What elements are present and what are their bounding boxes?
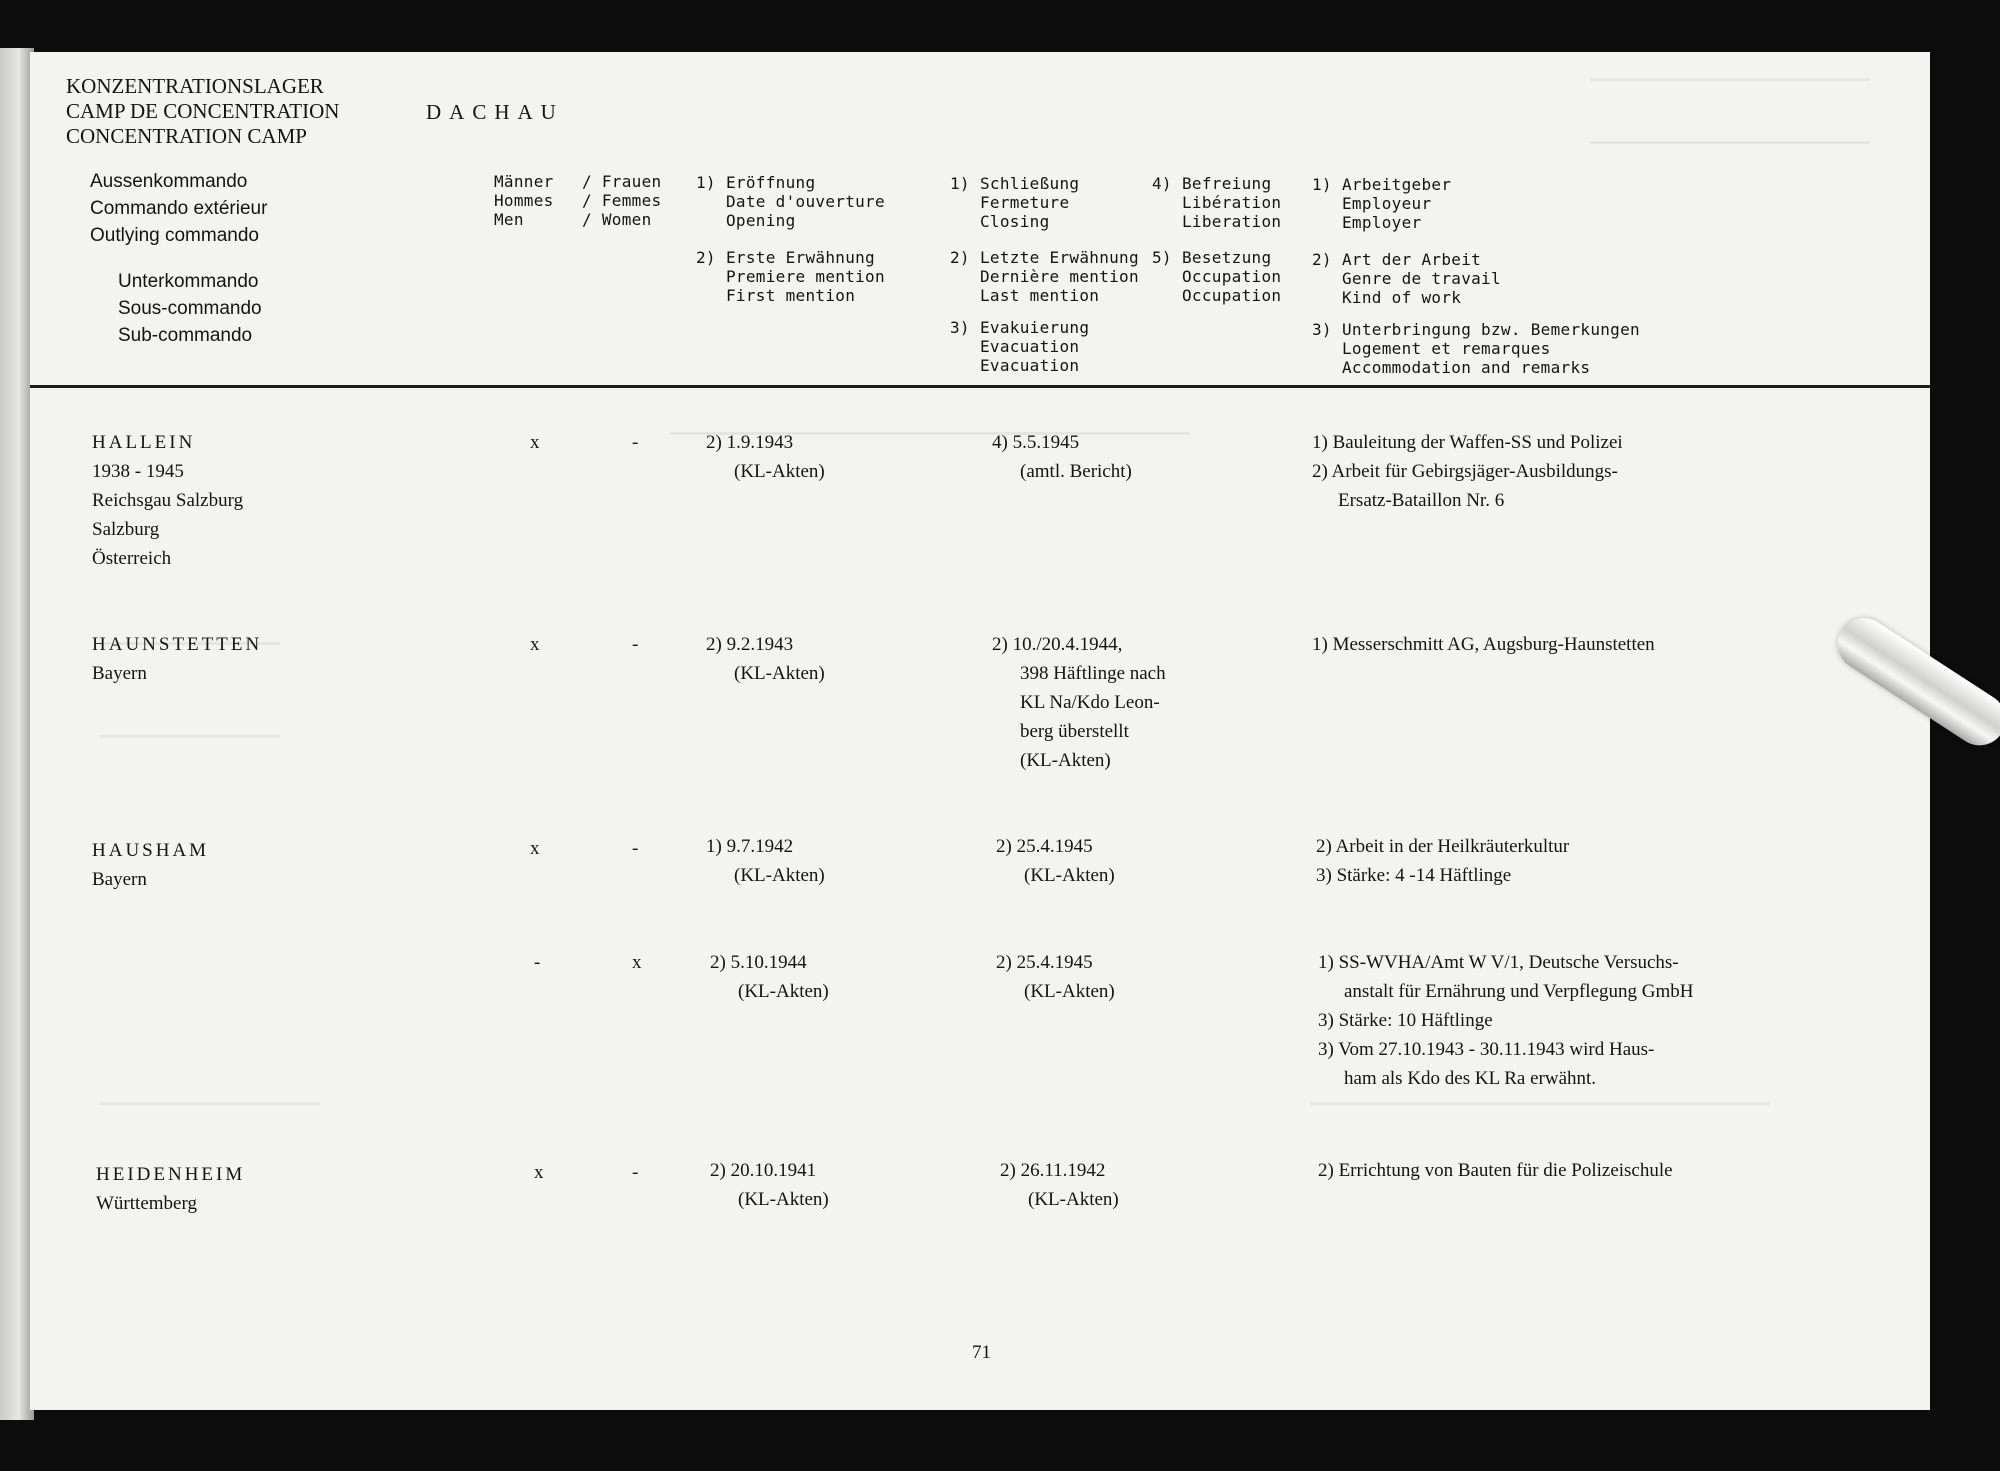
women-mark: - bbox=[632, 838, 639, 859]
women-mark: - bbox=[632, 1162, 639, 1183]
entry-closing: 2) 26.11.1942 (KL-Akten) bbox=[1000, 1160, 1119, 1210]
entry-remarks: 1) Bauleitung der Waffen-SS und Polizei 2) Arbeit für Gebirgsjäger-Ausbildungs- Ersatz-Bataillon Nr. 6 bbox=[1312, 432, 1623, 511]
camp-title-en: CONCENTRATION CAMP bbox=[66, 124, 307, 148]
place-detail: Württemberg bbox=[96, 1193, 197, 1214]
show-through-texture bbox=[1310, 1102, 1770, 1145]
entry-opening: 2) 5.10.1944 (KL-Akten) bbox=[710, 952, 829, 1002]
entry-closing: 2) 25.4.1945 (KL-Akten) bbox=[996, 836, 1115, 886]
entry-opening: 1) 9.7.1942 (KL-Akten) bbox=[706, 836, 825, 886]
header-accommodation: 3) Unterbringung bzw. Bemerkungen Logement et remarques Accommodation and remarks bbox=[1312, 320, 1640, 377]
entry-opening: 2) 20.10.1941 (KL-Akten) bbox=[710, 1160, 829, 1210]
entry-opening: 2) 1.9.1943 (KL-Akten) bbox=[706, 432, 825, 482]
header-occupation: 5) Besetzung Occupation Occupation bbox=[1152, 248, 1282, 305]
women-mark: - bbox=[632, 432, 639, 453]
category-label: Sous-commando bbox=[118, 298, 262, 319]
place-name: HEIDENHEIM bbox=[96, 1164, 246, 1185]
category-label: Outlying commando bbox=[90, 225, 259, 246]
entry-remarks: 2) Arbeit in der Heilkräuterkultur 3) Stärke: 4 -14 Häftlinge bbox=[1316, 836, 1570, 886]
entry-remarks: 2) Errichtung von Bauten für die Polizeischule bbox=[1318, 1160, 1673, 1181]
header-last-mention: 2) Letzte Erwähnung Dernière mention Last mention bbox=[950, 248, 1139, 305]
category-label: Sub-commando bbox=[118, 325, 253, 346]
entry-closing: 2) 25.4.1945 (KL-Akten) bbox=[996, 952, 1115, 1002]
header-divider bbox=[30, 385, 1930, 388]
place-detail: Reichsgau Salzburg bbox=[92, 490, 244, 511]
women-mark: x bbox=[632, 952, 642, 973]
camp-title-fr: CAMP DE CONCENTRATION bbox=[66, 99, 340, 123]
category-label: Unterkommando bbox=[118, 271, 259, 292]
entry-remarks: 1) SS-WVHA/Amt W V/1, Deutsche Versuchs- anstalt für Ernährung und Verpflegung GmbH 3) Stärke: 10 Häftlinge 3) Vom 27.10.1943 - 30.11.1943 wird Haus- ham als Kdo des KL Ra erwähnt. bbox=[1318, 952, 1694, 1089]
category-label: Aussenkommando bbox=[90, 171, 248, 192]
header-first-mention: 2) Erste Erwähnung Premiere mention First mention bbox=[696, 248, 885, 305]
entry-hausham-place bbox=[92, 836, 209, 894]
place-detail: Bayern bbox=[92, 869, 147, 890]
place-detail: Österreich bbox=[92, 548, 172, 569]
sub-commando-labels bbox=[118, 268, 262, 349]
header-evacuation: 3) Evakuierung Evacuation Evacuation bbox=[950, 318, 1090, 375]
men-mark: x bbox=[530, 838, 540, 859]
place-detail: Salzburg bbox=[92, 519, 160, 540]
entry-hallein-place bbox=[92, 428, 243, 573]
camp-titles bbox=[66, 74, 339, 149]
men-mark: x bbox=[534, 1162, 544, 1183]
header-liberation: 4) Befreiung Libération Liberation bbox=[1152, 174, 1282, 231]
header-gender-women: / Frauen / Femmes / Women bbox=[582, 172, 662, 229]
page-number: 71 bbox=[972, 1342, 991, 1363]
men-mark: - bbox=[534, 952, 541, 973]
header-kind-of-work: 2) Art der Arbeit Genre de travail Kind of work bbox=[1312, 250, 1501, 307]
entry-closing: 2) 10./20.4.1944, 398 Häftlinge nach KL Na/Kdo Leon- berg überstellt (KL-Akten) bbox=[992, 634, 1166, 771]
place-detail: 1938 - 1945 bbox=[92, 461, 184, 482]
header-gender-men: Männer Hommes Men bbox=[494, 172, 554, 229]
men-mark: x bbox=[530, 432, 540, 453]
women-mark: - bbox=[632, 634, 639, 655]
outlying-commando-labels bbox=[90, 168, 267, 249]
entry-heidenheim-place bbox=[96, 1160, 245, 1218]
category-label: Commando extérieur bbox=[90, 198, 268, 219]
book-spine bbox=[0, 48, 34, 1420]
place-name: HAUSHAM bbox=[92, 840, 210, 861]
men-mark: x bbox=[530, 634, 540, 655]
entry-remarks: 1) Messerschmitt AG, Augsburg-Haunstetten bbox=[1312, 634, 1655, 655]
entry-opening: 2) 9.2.1943 (KL-Akten) bbox=[706, 634, 825, 684]
camp-name: DACHAU bbox=[426, 100, 564, 124]
show-through-texture bbox=[1590, 78, 1870, 144]
header-employer: 1) Arbeitgeber Employeur Employer bbox=[1312, 175, 1452, 232]
entry-closing: 4) 5.5.1945 (amtl. Bericht) bbox=[992, 432, 1132, 482]
header-closing: 1) Schließung Fermeture Closing bbox=[950, 174, 1080, 231]
header-opening: 1) Eröffnung Date d'ouverture Opening bbox=[696, 173, 885, 230]
show-through-texture bbox=[100, 1102, 320, 1165]
place-detail: Bayern bbox=[92, 663, 147, 684]
place-name: HALLEIN bbox=[92, 432, 196, 453]
place-name: HAUNSTETTEN bbox=[92, 634, 263, 655]
entry-haunstetten-place bbox=[92, 630, 262, 688]
document-page bbox=[30, 52, 1930, 1410]
camp-title-de: KONZENTRATIONSLAGER bbox=[66, 74, 324, 98]
